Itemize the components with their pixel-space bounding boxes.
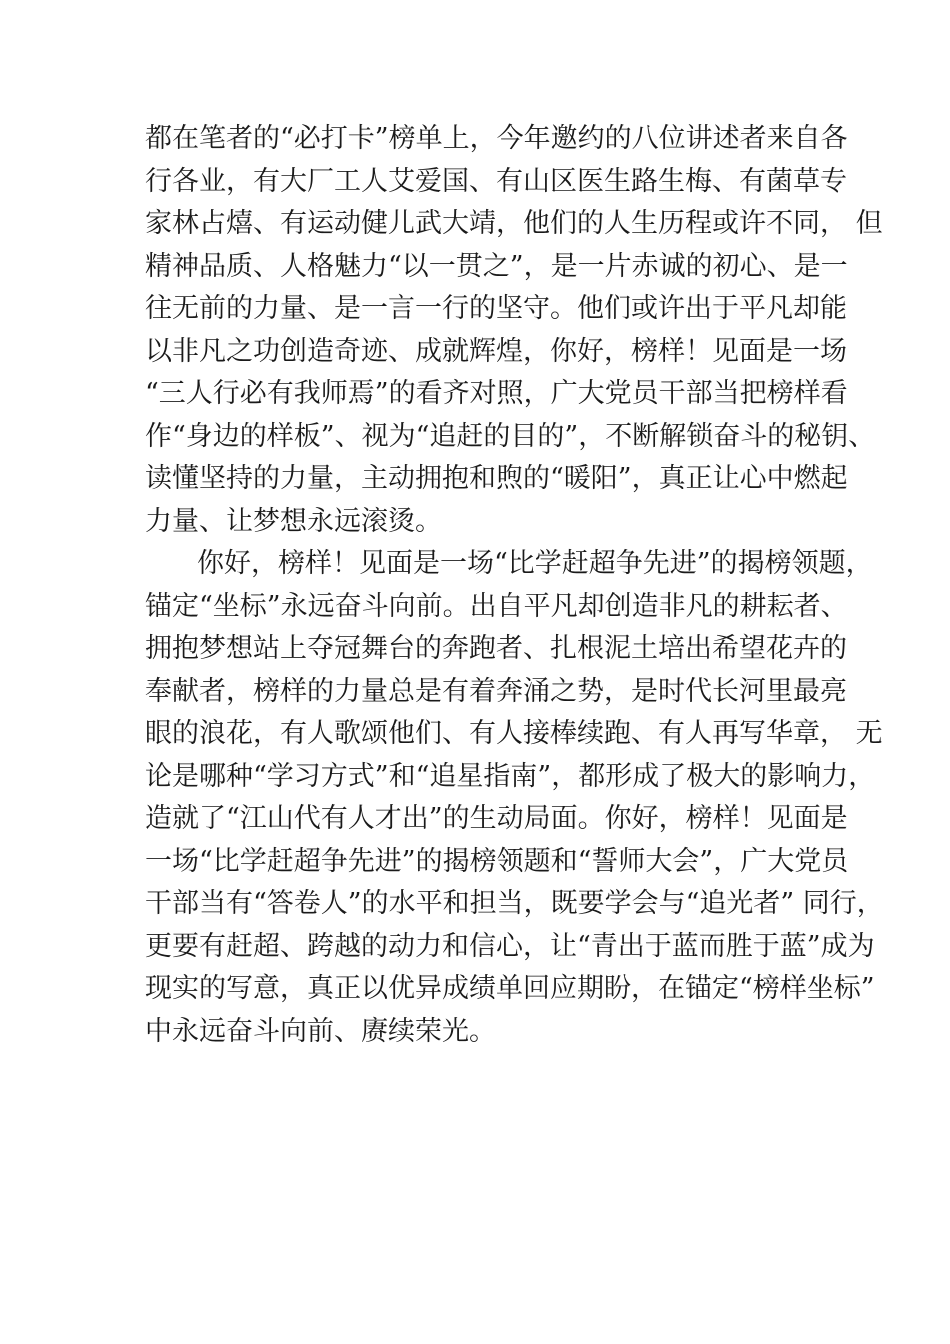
text-line: 奉献者，榜样的力量总是有着奔涌之势，是时代长河里最亮 — [145, 675, 847, 707]
text-line: 论是哪种“学习方式”和“追星指南”，都形成了极大的影响力， — [145, 760, 876, 792]
text-line: 家林占熺、有运动健儿武大靖，他们的人生历程或许不同， 但 — [145, 208, 883, 239]
text-line: 力量、让梦想永远滚烫。 — [145, 505, 442, 537]
text-line: 作“身边的样板”、视为“追赶的目的”，不断解锁奋斗的秘钥、 — [145, 420, 876, 452]
text-line: 读懂坚持的力量，主动拥抱和煦的“暖阳”，真正让心中燃起 — [145, 463, 848, 494]
text-line: 往无前的力量、是一言一行的坚守。他们或许出于平凡却能 — [145, 293, 847, 324]
text-line: 行各业，有大厂工人艾爱国、有山区医生路生梅、有菌草专 — [145, 165, 847, 197]
text-line: 拥抱梦想站上夺冠舞台的奔跑者、扎根泥土培出希望花卉的 — [145, 633, 847, 664]
paragraph-2 — [145, 543, 884, 1053]
text-line: 以非凡之功创造奇迹、成就辉煌，你好，榜样！见面是一场 — [145, 335, 847, 367]
text-line: 中永远奋斗向前、赓续荣光。 — [145, 1015, 496, 1047]
text-line: 现实的写意，真正以优异成绩单回应期盼，在锚定“榜样坐标” — [145, 973, 875, 1004]
text-line: 都在笔者的“必打卡”榜单上，今年邀约的八位讲述者来自各 — [145, 123, 848, 154]
text-line: 锚定“坐标”永远奋斗向前。出自平凡却创造非凡的耕耘者、 — [145, 590, 848, 622]
text-line: 干部当有“答卷人”的水平和担当，既要学会与“追光者” 同行， — [145, 888, 884, 919]
paragraph-1 — [145, 118, 883, 543]
document-body — [145, 118, 884, 1053]
text-line: 更要有赶超、跨越的动力和信心，让“青出于蓝而胜于蓝”成为 — [145, 930, 875, 962]
text-line-indented: 你好，榜样！见面是一场“比学赶超争先进”的揭榜领题， — [197, 548, 873, 579]
text-line: 一场“比学赶超争先进”的揭榜领题和“誓师大会”，广大党员 — [145, 845, 849, 877]
text-line: “三人行必有我师焉”的看齐对照，广大党员干部当把榜样看 — [145, 378, 848, 409]
text-line: 眼的浪花，有人歌颂他们、有人接棒续跑、有人再写华章， 无 — [145, 718, 883, 749]
text-line: 造就了“江山代有人才出”的生动局面。你好，榜样！见面是 — [145, 803, 848, 834]
text-line: 精神品质、人格魅力“以一贯之”，是一片赤诚的初心、是一 — [145, 250, 848, 282]
